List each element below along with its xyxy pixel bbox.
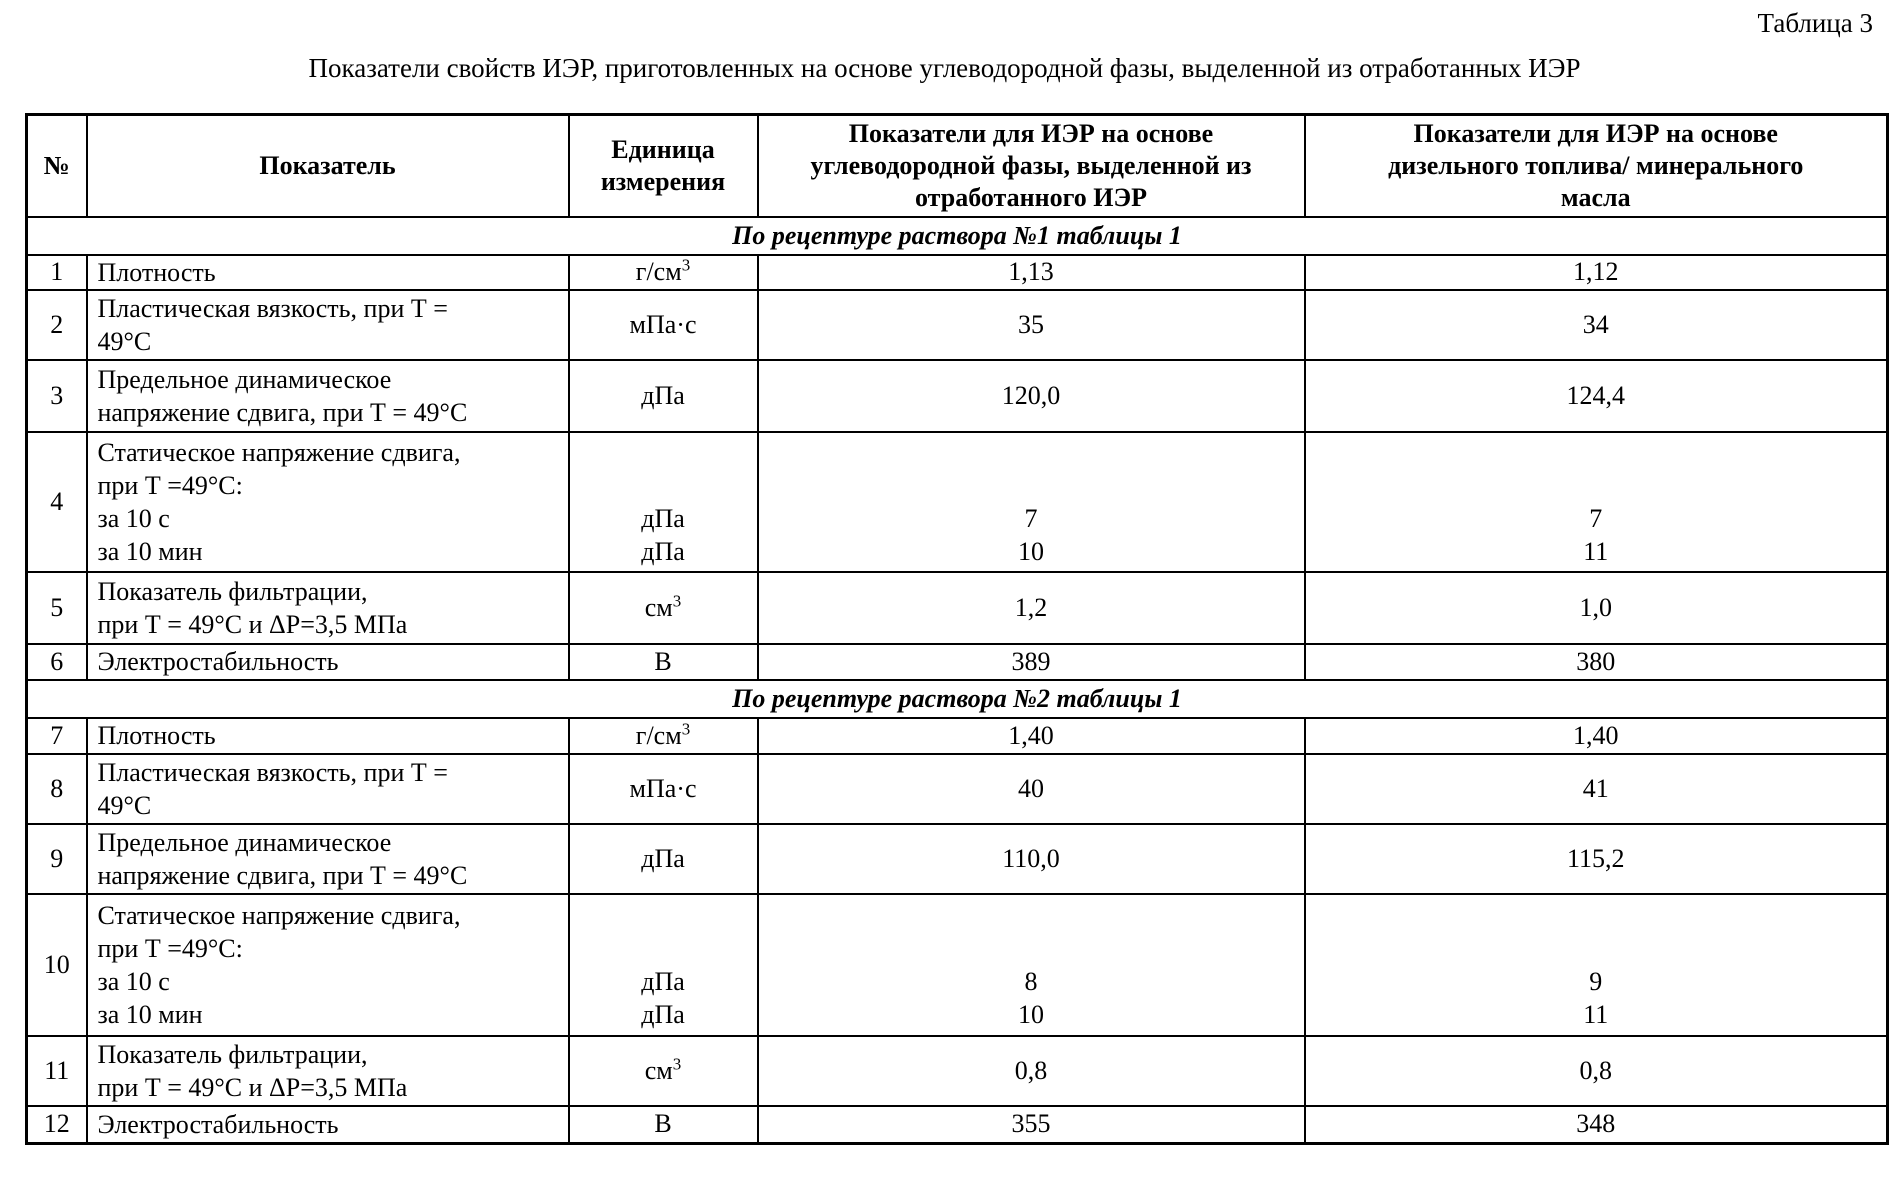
value-diesel-cell: 34 — [1305, 290, 1888, 360]
header-indicator: Показатель — [87, 115, 569, 217]
table-header-row — [27, 115, 1888, 217]
value-hydrocarbon-cell: 8 10 — [758, 894, 1305, 1036]
row-number: 7 — [27, 718, 87, 754]
value-hydrocarbon-cell: 120,0 — [758, 360, 1305, 432]
section-title: По рецептуре раствора №1 таблицы 1 — [27, 217, 1888, 255]
indicator-cell: Предельное динамическое напряжение сдвига, при Т = 49°С — [87, 360, 569, 432]
value-hydrocarbon-cell: 389 — [758, 644, 1305, 680]
row-number: 3 — [27, 360, 87, 432]
table-row — [27, 360, 1888, 432]
value-hydrocarbon-cell: 110,0 — [758, 824, 1305, 894]
unit-cell: дПа дПа — [569, 432, 758, 572]
indicator-cell: Плотность — [87, 255, 569, 290]
header-hydrocarbon: Показатели для ИЭР на основе углеводородной фазы, выделенной из отработанного ИЭР — [758, 115, 1305, 217]
row-number: 5 — [27, 572, 87, 644]
table-row — [27, 894, 1888, 1036]
value-diesel-cell: 348 — [1305, 1106, 1888, 1144]
row-number: 8 — [27, 754, 87, 824]
value-hydrocarbon-cell: 40 — [758, 754, 1305, 824]
header-number: № — [27, 115, 87, 217]
table-row — [27, 644, 1888, 680]
row-number: 12 — [27, 1106, 87, 1144]
indicator-cell: Статическое напряжение сдвига, при Т =49°С: за 10 с за 10 мин — [87, 894, 569, 1036]
table-row — [27, 1036, 1888, 1106]
value-diesel-cell: 115,2 — [1305, 824, 1888, 894]
value-hydrocarbon-cell: 0,8 — [758, 1036, 1305, 1106]
unit-cell: дПа дПа — [569, 894, 758, 1036]
value-hydrocarbon-cell: 1,40 — [758, 718, 1305, 754]
value-diesel-cell: 0,8 — [1305, 1036, 1888, 1106]
row-number: 4 — [27, 432, 87, 572]
value-hydrocarbon-cell: 35 — [758, 290, 1305, 360]
table-row — [27, 1106, 1888, 1144]
unit-cell: дПа — [569, 824, 758, 894]
section-row-2 — [27, 680, 1888, 718]
row-number: 11 — [27, 1036, 87, 1106]
value-diesel-cell: 1,0 — [1305, 572, 1888, 644]
header-diesel: Показатели для ИЭР на основе дизельного топлива/ минерального масла — [1305, 115, 1888, 217]
row-number: 9 — [27, 824, 87, 894]
value-diesel-cell: 41 — [1305, 754, 1888, 824]
value-diesel-cell: 380 — [1305, 644, 1888, 680]
table-row — [27, 572, 1888, 644]
indicator-cell: Показатель фильтрации, при Т = 49°С и ΔР=3,5 МПа — [87, 572, 569, 644]
value-diesel-cell: 7 11 — [1305, 432, 1888, 572]
unit-cell: мПа·с — [569, 290, 758, 360]
indicator-cell: Статическое напряжение сдвига, при Т =49°С: за 10 с за 10 мин — [87, 432, 569, 572]
indicator-cell: Предельное динамическое напряжение сдвига, при Т = 49°С — [87, 824, 569, 894]
indicator-cell: Плотность — [87, 718, 569, 754]
table-row — [27, 824, 1888, 894]
row-number: 6 — [27, 644, 87, 680]
indicator-cell: Электростабильность — [87, 644, 569, 680]
header-unit: Единица измерения — [569, 115, 758, 217]
properties-table — [25, 113, 1889, 1145]
unit-cell: В — [569, 644, 758, 680]
indicator-cell: Пластическая вязкость, при Т = 49°С — [87, 290, 569, 360]
table-row — [27, 718, 1888, 754]
unit-cell: мПа·с — [569, 754, 758, 824]
unit-cell: дПа — [569, 360, 758, 432]
value-diesel-cell: 124,4 — [1305, 360, 1888, 432]
value-hydrocarbon-cell: 1,2 — [758, 572, 1305, 644]
unit-cell: $г/см^3$ — [569, 718, 758, 754]
value-diesel-cell: 9 11 — [1305, 894, 1888, 1036]
value-hydrocarbon-cell: 355 — [758, 1106, 1305, 1144]
unit-cell: $г/см^3$ — [569, 255, 758, 290]
row-number: 10 — [27, 894, 87, 1036]
table-number-label: Таблица 3 — [1757, 8, 1873, 38]
table-row — [27, 754, 1888, 824]
indicator-cell: Показатель фильтрации, при Т = 49°С и ΔР=3,5 МПа — [87, 1036, 569, 1106]
section-title: По рецептуре раствора №2 таблицы 1 — [27, 680, 1888, 718]
row-number: 1 — [27, 255, 87, 290]
value-hydrocarbon-cell: 1,13 — [758, 255, 1305, 290]
value-diesel-cell: 1,40 — [1305, 718, 1888, 754]
unit-cell: $см^3$ — [569, 572, 758, 644]
table-row — [27, 432, 1888, 572]
value-hydrocarbon-cell: 7 10 — [758, 432, 1305, 572]
row-number: 2 — [27, 290, 87, 360]
unit-cell: В — [569, 1106, 758, 1144]
table-caption: Показатели свойств ИЭР, приготовленных на основе углеводородной фазы, выделенной из отработанных ИЭР — [308, 53, 1581, 83]
indicator-cell: Электростабильность — [87, 1106, 569, 1144]
section-row-1 — [27, 217, 1888, 255]
table-row — [27, 255, 1888, 290]
indicator-cell: Пластическая вязкость, при Т = 49°С — [87, 754, 569, 824]
unit-cell: $см^3$ — [569, 1036, 758, 1106]
table-row — [27, 290, 1888, 360]
value-diesel-cell: 1,12 — [1305, 255, 1888, 290]
